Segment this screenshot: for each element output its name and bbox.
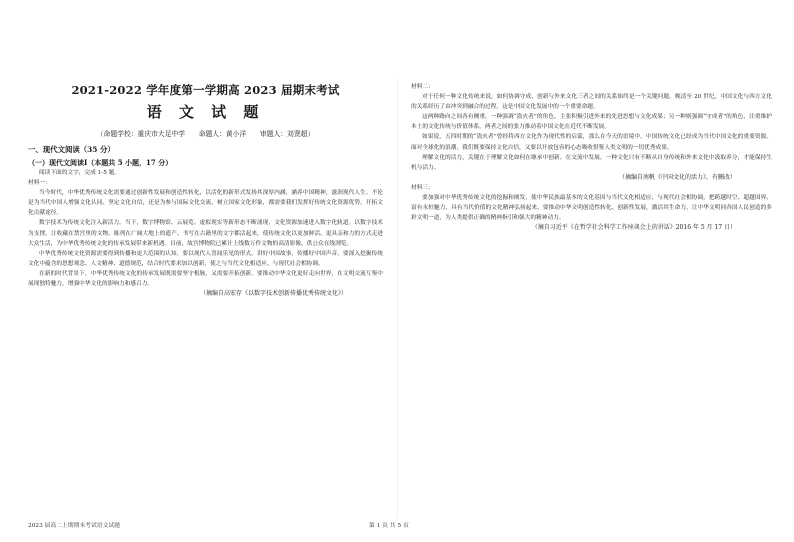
source-citation: （摘编自南帆《中国文化的活力》，有删改） [618,173,736,181]
paragraph: 这两种路向之间各有侧重，一种强调“盗火者”的角色，主张积极引进外来的先进思想与文化成果；另一种则强调“守成者”的角色，注重维护本土的文化传统与价值体系。两者之间的张力推动着中国文化在近代不断发展。 [411,114,772,131]
paragraph: 中华优秀传统文化资源需要得到传播和更大范围的认知。要以现代人喜闻乐见的形式，讲好中国故事，传播好中国声音。要深入挖掘传统文化中蕴含的思想观念、人文精神、道德规范，结合时代要求加以创新，使之与当代文化相适应、与现代社会相协调。 [28,250,383,267]
paragraph: 对于任何一种文化传统来说，如何协调守成、创新与外来文化三者之间的关系始终是一个关键问题。晚清至 20 世纪，中国文化与西方文化的关系经历了由冲突到融合的过程，这是中国文化发展中的一个重要命题。 [411,94,772,111]
paragraph: 在新的时代背景下，中华优秀传统文化的传承发展既需要坚守根脉，又需要开拓创新。要推动中华文化更好走向世界，在文明交流互鉴中展现独特魅力，增强中华文化的影响力和感召力。 [28,270,383,288]
right-column [397,0,794,542]
paragraph: 理解文化的活力，关键在于理解文化如何在继承中创新、在交流中发展。一种文化只有不断从自身传统和外来文化中汲取养分，才能保持生机与活力。 [411,154,772,171]
source-citation: （摘自习近平《在哲学社会科学工作座谈会上的讲话》2016 年 5 月 17 日） [531,224,736,232]
paragraph: 数字技术为传统文化注入新活力。当下，数字博物馆、云展览、虚拟现实等新形态不断涌现，文化资源加速进入数字化轨道。以数字技术为支撑，让收藏在禁宫里的文物、陈列在广阔大地上的遗产、书写在古籍里的文字都活起来，使传统文化以更加鲜活、更具亲和力的方式走进大众生活，为中华优秀传统文化的传承发展带来新机遇。目前，故宫博物院已累计上线数万件文物的高清影像，供公众在线浏览。 [28,220,383,247]
material3-label: 材料三： [411,184,434,191]
paragraph: 要加强对中华优秀传统文化的挖掘和阐发，使中华民族最基本的文化基因与当代文化相适应、与现代社会相协调，把跨越时空、超越国界、富有永恒魅力、具有当代价值的文化精神弘扬起来。要推动中华文明创造性转化、创新性发展，激活其生命力，让中华文明同各国人民创造的多彩文明一道，为人类提供正确的精神指引和强大的精神动力。 [411,194,772,222]
exam-meta: （命题学校：重庆市大足中学 命题人：黄小洋 审题人：刘贤超） [96,130,315,138]
footer-page-number: 第 1 页 共 5 页 [369,523,409,529]
subject-title: 语 文 试 题 [146,103,265,121]
paragraph: 当今时代，中华优秀传统文化需要通过创新性发展和创造性转化，以活化的新形式发扬其深厚内涵，涵养中国精神，滋润现代人生。不论是为当代中国人增强文化认同、坚定文化自信，还是为参与国际文化交流、树立国家文化形象，都需要我们发挥好传统文化资源优势，开拓文化贡献途径。 [28,190,383,217]
material1-label: 材料一： [28,180,51,187]
subsection-heading: （一）现代文阅读Ⅰ（本题共 5 小题，17 分） [28,158,173,167]
material2-label: 材料二： [411,84,434,90]
section-heading: 一、现代文阅读（35 分） [28,145,115,154]
footer-exam-name: 2023 届高二上期期末考试语文试题 [28,523,120,529]
instruction-text: 阅读下面的文字，完成 1-5 题。 [39,170,121,176]
exam-title: 2021-2022 学年度第一学期高 2023 届期末考试 [71,83,340,97]
paragraph: 如果说，五四时期的“盗火者”曾经将西方文化作为现代性的启蒙，那么在今天的语境中，中国传统文化已经成为当代中国文化的重要资源。面对全球化的浪潮，我们既要保持文化自信，又要以开放包容的心态吸收借鉴人类文明的一切优秀成果。 [411,134,772,151]
source-citation: （摘编自高宏存《以数字技术创新传播优秀传统文化》） [199,290,347,298]
